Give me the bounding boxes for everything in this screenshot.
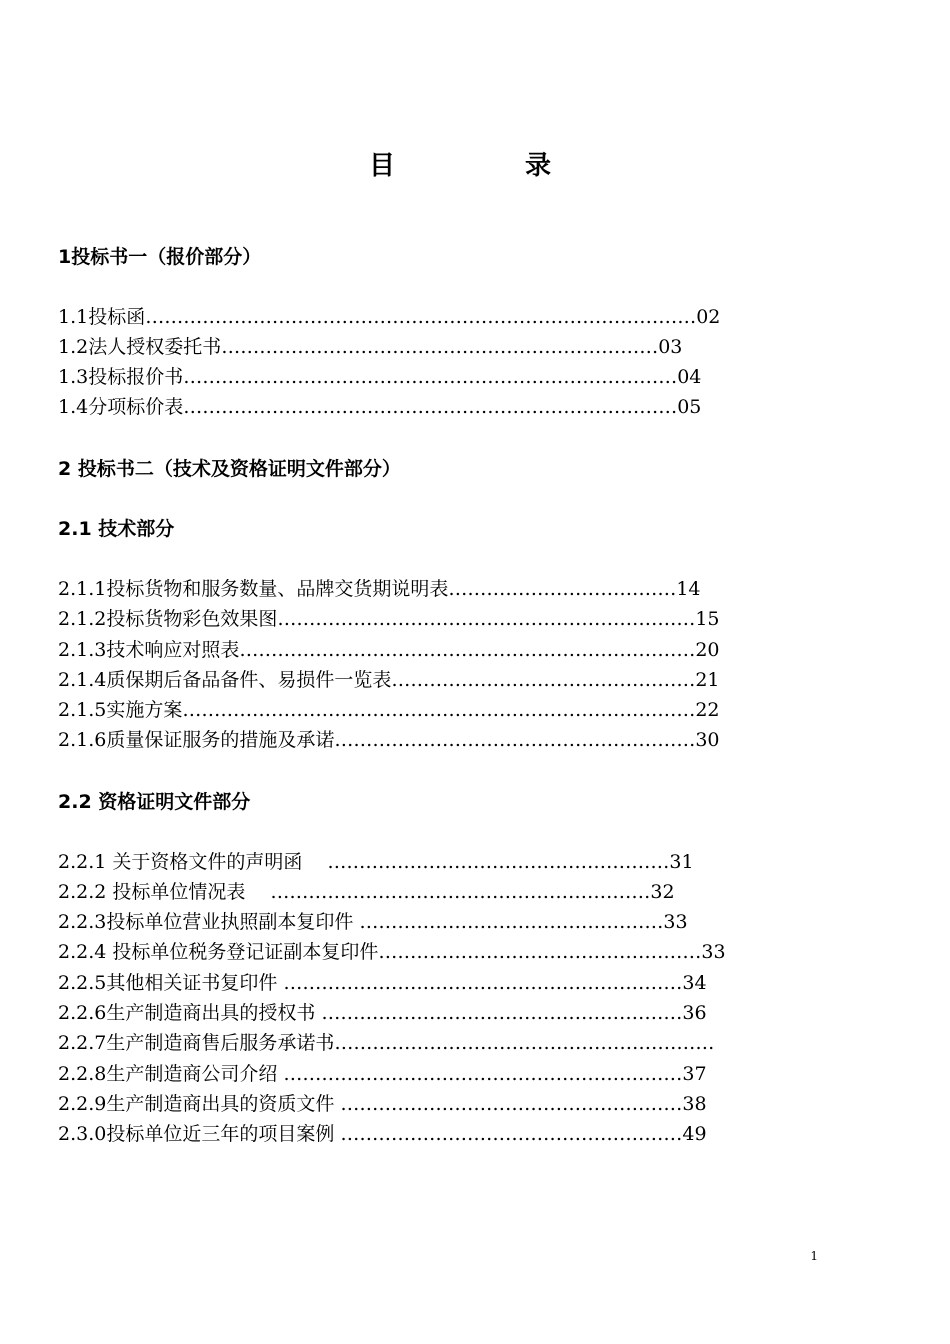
toc-entry-2-2-9: 2.2.9生产制造商出具的资质文件 ………………………………………………38 bbox=[58, 1093, 707, 1115]
toc-entry-2-1-1: 2.1.1投标货物和服务数量、品牌交货期说明表………………………………14 bbox=[58, 578, 701, 600]
toc-entry-1-1: 1.1投标函……………………………………………………………………………02 bbox=[58, 306, 721, 328]
section-heading-2-1: 2.1 技术部分 bbox=[58, 518, 175, 540]
toc-entry-2-2-6: 2.2.6生产制造商出具的授权书 …………………………………………………36 bbox=[58, 1002, 707, 1024]
toc-entry-2-1-3: 2.1.3技术响应对照表………………………………………………………………20 bbox=[58, 639, 720, 661]
section-heading-1: 1投标书一（报价部分） bbox=[58, 246, 262, 268]
page-number: 1 bbox=[810, 1249, 818, 1263]
toc-entry-2-1-5: 2.1.5实施方案………………………………………………………………………22 bbox=[58, 699, 720, 721]
toc-entry-2-1-6: 2.1.6质量保证服务的措施及承诺…………………………………………………30 bbox=[58, 729, 720, 751]
toc-entry-2-2-2: 2.2.2 投标单位情况表 ……………………………………………………32 bbox=[58, 881, 675, 903]
toc-entry-2-3-0: 2.3.0投标单位近三年的项目案例 ………………………………………………49 bbox=[58, 1123, 707, 1145]
toc-entry-2-2-7: 2.2.7生产制造商售后服务承诺书…………………………………………………… bbox=[58, 1032, 715, 1054]
toc-entry-2-2-3: 2.2.3投标单位营业执照副本复印件 …………………………………………33 bbox=[58, 911, 688, 933]
toc-entry-2-2-5: 2.2.5其他相关证书复印件 ………………………………………………………34 bbox=[58, 972, 707, 994]
toc-title: 目 录 bbox=[368, 151, 603, 181]
toc-entry-2-1-4: 2.1.4质保期后备品备件、易损件一览表…………………………………………21 bbox=[58, 669, 720, 691]
toc-entry-1-4: 1.4分项标价表……………………………………………………………………05 bbox=[58, 396, 702, 418]
toc-entry-1-2: 1.2法人授权委托书……………………………………………………………03 bbox=[58, 336, 683, 358]
toc-entry-2-2-4: 2.2.4 投标单位税务登记证副本复印件……………………………………………33 bbox=[58, 941, 726, 963]
toc-entry-2-2-1: 2.2.1 关于资格文件的声明函 ………………………………………………31 bbox=[58, 851, 694, 873]
toc-entry-1-3: 1.3投标报价书……………………………………………………………………04 bbox=[58, 366, 702, 388]
section-heading-2: 2 投标书二（技术及资格证明文件部分） bbox=[58, 458, 401, 480]
toc-entry-2-2-8: 2.2.8生产制造商公司介绍 ………………………………………………………37 bbox=[58, 1063, 707, 1085]
toc-entry-2-1-2: 2.1.2投标货物彩色效果图…………………………………………………………15 bbox=[58, 608, 720, 630]
section-heading-2-2: 2.2 资格证明文件部分 bbox=[58, 791, 251, 813]
